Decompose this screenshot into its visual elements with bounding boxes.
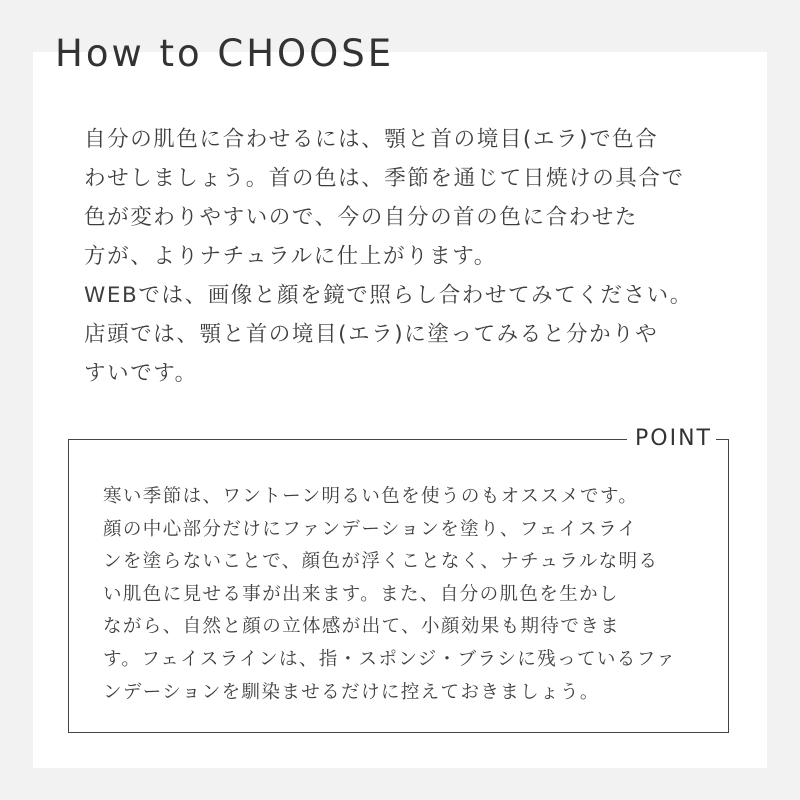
intro-line: すいです。 [84, 361, 198, 386]
intro-line: 色が変わりやすいので、今の自分の首の色に合わせた [84, 205, 638, 230]
intro-line: 方が、よりナチュラルに仕上がります。 [84, 244, 497, 269]
intro-paragraph [84, 120, 724, 393]
intro-line: 自分の肌色に合わせるには、顎と首の境目(エラ)で色合 [84, 127, 659, 152]
point-line: す。フェイスラインは、指・スポンジ・ブラシに残っているファ [103, 648, 677, 670]
point-line: ンデーションを馴染ませるだけに控えておきましょう。 [103, 681, 600, 703]
point-line: い肌色に見せる事が出来ます。また、自分の肌色を生かし [103, 583, 619, 605]
point-line: ンを塗らないことで、顔色が浮くことなく、ナチュラルな明る [103, 551, 659, 573]
point-label: POINT [627, 424, 716, 454]
point-paragraph [103, 481, 703, 709]
intro-line: わせしましょう。首の色は、季節を通じて日焼けの具合で [84, 166, 685, 191]
intro-line: WEBでは、画像と顔を鏡で照らし合わせてみてください。 [84, 283, 693, 308]
page-title: How to CHOOSE [55, 32, 395, 75]
point-box [68, 426, 729, 733]
point-line: 顔の中心部分だけにファンデーションを塗り、フェイスライ [103, 518, 638, 540]
intro-line: 店頭では、顎と首の境目(エラ)に塗ってみると分かりや [84, 322, 659, 347]
point-line: ながら、自然と顔の立体感が出て、小顔効果も期待できま [103, 616, 621, 638]
point-line: 寒い季節は、ワントーン明るい色を使うのもオススメです。 [103, 486, 639, 507]
